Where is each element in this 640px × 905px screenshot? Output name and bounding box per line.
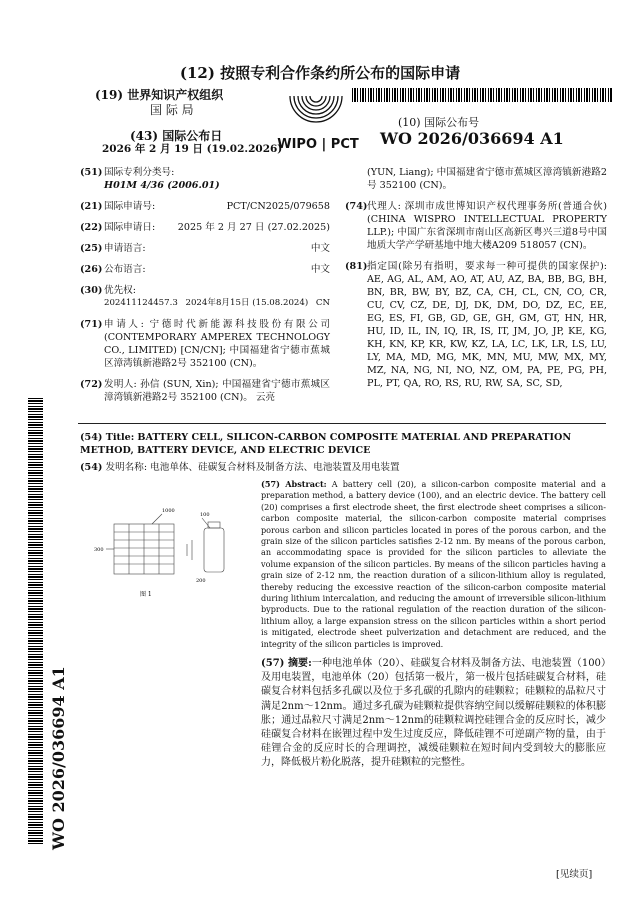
side-barcode <box>28 396 43 844</box>
top-barcode <box>352 88 612 102</box>
ref-200: 200 <box>196 578 206 584</box>
org-line2: 国 际 局 <box>150 103 194 117</box>
ref-300: 300 <box>94 547 104 553</box>
ref-100: 100 <box>200 512 210 518</box>
right-column <box>345 166 607 390</box>
org-line1: (19) 世界知识产权组织 <box>95 88 224 102</box>
priority-row: 202411124457.3 2024年8月15日 (15.08.2024) CN <box>104 298 330 308</box>
side-publication-number: WO 2026/036694 A1 <box>49 666 68 850</box>
field-51-value: H01M 4/36 (2006.01) <box>104 180 220 191</box>
field-21: (21) 国际申请号: PCT/CN2025/079658 <box>80 201 330 212</box>
pub-no-value: WO 2026/036694 A1 <box>380 129 564 148</box>
abstract-english: (57) Abstract: A battery cell (20), a silicon-carbon composite material and a preparation method, a battery device (100), and an electric device. The battery cell (20) comprises a first electrode sheet, the first electrode sheet comprises a silicon-carbon composite material, the silicon-carbon composite material comprises porous carbon and silicon particles located in pores of the porous carbon, and the grain size of the silicon particles satisfies 2-12 nm. By means of the porous carbon, an accommodating space is provided for the silicon particles to alleviate the volume expansion of the silicon particles. By means of the silicon particles having a grain size of 2-12 nm, the reaction duration of a silicon-lithium alloy is regulated, thereby reducing the excessive reaction of the silicon-carbon composite material during lithium intercalation, and reducing the amount of irreversible silicon-lithium byproducts. Due to the rational regulation of the reaction duration of the silicon-lithium alloy, a large expansion stress on the silicon particles within a short period is mitigated, electrode sheet pulverization and detachment are reduced, and the integrity of the silicon particles is improved. <box>261 479 606 649</box>
document-title: (12) 按照专利合作条约所公布的国际申请 <box>179 64 461 82</box>
left-column <box>80 166 330 404</box>
section-divider <box>78 423 606 424</box>
pub-no-label: (10) 国际公布号 <box>398 116 480 129</box>
field-25: (25) 申请语言: 中文 <box>80 243 330 254</box>
field-72: (72) 发明人: 孙信 (SUN, Xin); 中国福建省宁德市蕉城区漳湾镇新港路2号 352100 (CN)。 云亮 <box>80 379 330 403</box>
wipo-logo-text: WIPO | PCT <box>277 137 359 152</box>
battery-device-drawing <box>92 504 242 602</box>
ref-1000: 1000 <box>162 508 175 514</box>
inventor-continued: (YUN, Liang); 中国福建省宁德市蕉城区漳湾镇新港路2号 352100 (CN)。 <box>367 167 607 191</box>
field-51: (51) 国际专利分类号: <box>80 167 175 178</box>
field-30: (30) 优先权: <box>80 285 137 296</box>
field-81: (81) 指定国(除另有指明，要求每一种可提供的国家保护): AE, AG, AL, AM, AO, AT, AU, AZ, BA, BB, BG, BH, BN, BR, BW, BY, BZ, CA, CH, CL, CN, CO, CR, CU, CV, CZ, DE, DJ, DK, DM, DO, DZ, EC, EE, EG, ES, FI, GB, GD, GE, GH, GM, GT, HN, HR, HU, ID, IL, IN, IQ, IR, IS, IT, JM, JO, JP, KE, KG, KH, KN, KP, KR, KW, KZ, LA, LC, LK, LR, LS, LU, LY, MA, MD, MG, MK, MN, MU, MW, MX, MY, MZ, NA, NG, NI, NO, NZ, OM, PA, PE, PG, PH, PL, PT, QA, RO, RS, RU, RW, SA, SC, SD, <box>345 261 607 389</box>
field-22: (22) 国际申请日: 2025 年 2 月 27 日 (27.02.2025) <box>80 222 330 233</box>
figure-label: 图 1 <box>140 591 152 598</box>
title-chinese: (54) 发明名称: 电池单体、硅碳复合材料及制备方法、电池装置及用电装置 <box>80 462 400 473</box>
field-74: (74) 代理人: 深圳市成世博知识产权代理事务所(普通合伙) (CHINA WISPRO INTELLECTUAL PROPERTY LLP.); 中国广东省深圳市南山区高新区粤兴三道8号中国地质大学产学研基地中地大楼A209 518057 (CN)。 <box>345 201 607 251</box>
pub-date-value: 2026 年 2 月 19 日 (19.02.2026) <box>102 143 283 155</box>
field-71: (71) 申请人: 宁德时代新能源科技股份有限公司 (CONTEMPORARY AMPEREX TECHNOLOGY CO., LIMITED) [CN/CN]; 中国福建省宁德市蕉城区漳湾镇新港路2号 352100 (CN)。 <box>80 319 330 369</box>
abstract-chinese: (57) 摘要:一种电池单体（20）、硅碳复合材料及制备方法、电池装置（100）及用电装置，电池单体（20）包括第一极片，第一极片包括硅碳复合材料，硅碳复合材料包括多孔碳以及位于多孔碳的孔隙内的硅颗粒；硅颗粒的晶粒尺寸满足2nm～12nm。通过多孔碳为硅颗粒提供容纳空间以缓解硅颗粒的体积膨胀；通过晶粒尺寸满足2nm～12nm的硅颗粒调控硅锂合金的反应时长，减少硅碳复合材料在嵌锂过程中发生过度反应，降低硅锂不可逆副产物的量，由于硅锂合金的反应时长的合理调控，减缓硅颗粒在短时间内受到较大的膨胀应力，降低极片粉化脱落，提升硅颗粒的完整性。 <box>261 658 607 769</box>
field-26: (26) 公布语言: 中文 <box>80 264 330 275</box>
pub-date-label: (43) 国际公布日 <box>130 129 223 143</box>
figure-1 <box>92 504 242 602</box>
title-english: (54) Title: BATTERY CELL, SILICON-CARBON COMPOSITE MATERIAL AND PREPARATION METHOD, BATTERY DEVICE, AND ELECTRIC DEVICE <box>80 432 572 456</box>
continued-note: [见续页] <box>556 869 593 880</box>
